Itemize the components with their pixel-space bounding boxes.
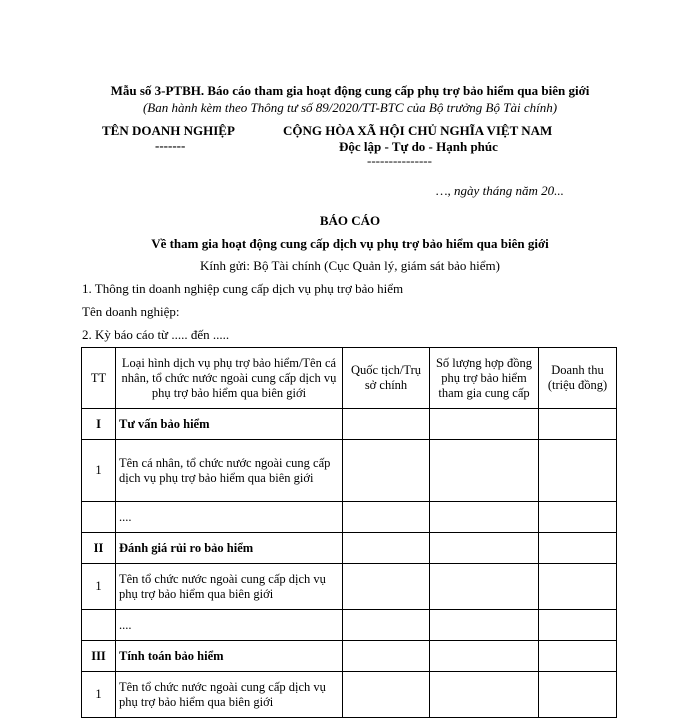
report-table [81,347,617,718]
cell-revenue[interactable] [539,409,617,440]
cell-contracts[interactable] [430,440,539,502]
cell-contracts[interactable] [430,409,539,440]
row-number: 1 [82,672,116,718]
header-contracts: Số lượng hợp đồng phụ trợ bảo hiểm tham gia cung cấp [430,348,539,409]
table-row [82,533,617,564]
table-row [82,564,617,610]
header-service-type: Loại hình dịch vụ phụ trợ bảo hiểm/Tên cá nhân, tổ chức nước ngoài cung cấp dịch vụ phụ trợ bảo hiểm qua biên giới [116,348,343,409]
row-number: 1 [82,440,116,502]
table-row [82,502,617,533]
cell-nationality[interactable] [343,672,430,718]
cell-revenue[interactable] [539,533,617,564]
table-row [82,641,617,672]
report-title: BÁO CÁO [319,213,381,228]
cell-nationality[interactable] [343,440,430,502]
row-number: II [82,533,116,564]
header-revenue: Doanh thu (triệu đồng) [539,348,617,409]
enterprise-dash: ------- [155,138,186,153]
enterprise-name-line: Tên doanh nghiệp: [82,304,180,319]
table-header-row [82,348,617,409]
header-tt: TT [82,348,116,409]
row-number [82,610,116,641]
table-row [82,610,617,641]
cell-nationality[interactable] [343,533,430,564]
cell-contracts[interactable] [430,672,539,718]
cell-nationality[interactable] [343,564,430,610]
row-content: Tên tổ chức nước ngoài cung cấp dịch vụ phụ trợ bảo hiểm qua biên giới [116,564,343,610]
row-content: Tính toán bảo hiểm [116,641,343,672]
cell-contracts[interactable] [430,502,539,533]
row-content: Tên cá nhân, tổ chức nước ngoài cung cấp dịch vụ phụ trợ bảo hiểm qua biên giới [116,440,343,502]
section-1-heading: 1. Thông tin doanh nghiệp cung cấp dịch vụ phụ trợ bảo hiểm [82,281,404,296]
row-number [82,502,116,533]
motto-dash: --------------- [367,153,432,168]
cell-revenue[interactable] [539,564,617,610]
cell-revenue[interactable] [539,440,617,502]
table-row [82,440,617,502]
cell-nationality[interactable] [343,610,430,641]
cell-contracts[interactable] [430,564,539,610]
row-content: Tư vấn bảo hiểm [116,409,343,440]
form-subtitle: (Ban hành kèm theo Thông tư số 89/2020/TT-BTC của Bộ trưởng Bộ Tài chính) [142,100,558,115]
addressee: Kính gửi: Bộ Tài chính (Cục Quản lý, giám sát bảo hiểm) [200,258,500,273]
date-line: …, ngày tháng năm 20... [436,183,564,198]
cell-contracts[interactable] [430,641,539,672]
section-2-heading: 2. Kỳ báo cáo từ ..... đến ..... [82,327,230,342]
row-number: 1 [82,564,116,610]
cell-revenue[interactable] [539,502,617,533]
table-row [82,409,617,440]
header-nationality: Quốc tịch/Trụ sở chính [343,348,430,409]
row-number: III [82,641,116,672]
cell-contracts[interactable] [430,610,539,641]
cell-nationality[interactable] [343,502,430,533]
cell-nationality[interactable] [343,641,430,672]
row-content: .... [116,502,343,533]
form-title: Mẫu số 3-PTBH. Báo cáo tham gia hoạt động cung cấp phụ trợ bảo hiểm qua biên giới [110,83,590,98]
motto: Độc lập - Tự do - Hạnh phúc [339,139,498,154]
nation-name: CỘNG HÒA XÃ HỘI CHỦ NGHĨA VIỆT NAM [283,123,553,138]
cell-revenue[interactable] [539,610,617,641]
row-number: I [82,409,116,440]
enterprise-label: TÊN DOANH NGHIỆP [102,123,235,138]
cell-revenue[interactable] [539,641,617,672]
row-content: .... [116,610,343,641]
row-content: Tên tổ chức nước ngoài cung cấp dịch vụ phụ trợ bảo hiểm qua biên giới [116,672,343,718]
cell-contracts[interactable] [430,533,539,564]
cell-revenue[interactable] [539,672,617,718]
row-content: Đánh giá rủi ro bảo hiểm [116,533,343,564]
report-subject: Về tham gia hoạt động cung cấp dịch vụ phụ trợ bảo hiểm qua biên giới [151,236,549,251]
table-row [82,672,617,718]
cell-nationality[interactable] [343,409,430,440]
